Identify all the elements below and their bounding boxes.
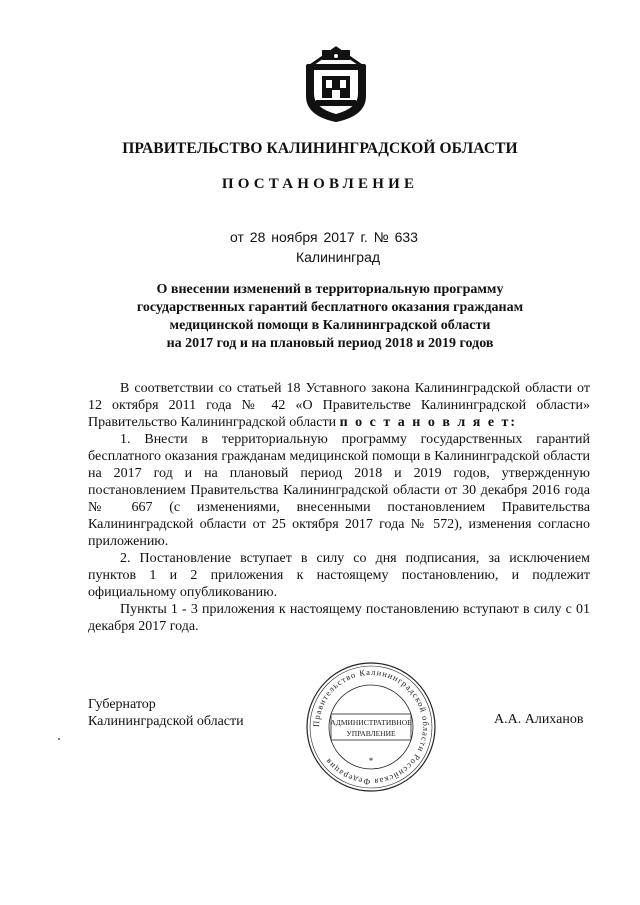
number-label: №: [373, 229, 389, 245]
signatory-name: А.А. Алиханов: [494, 712, 584, 727]
stamp-outer-text: Правительство Калининградской области Российская Федерация: [310, 666, 432, 788]
intro-text: В соответствии со статьей 18 Уставного закона Калининградской области от 12 октября 2011 года № 42 «О Правительстве Калининградской области» Правительство Калининградской области: [88, 381, 590, 430]
decree-keyword: п о с т а н о в л я е т:: [339, 415, 518, 430]
item-1-paragraph: 1. Внести в территориальную программу государственных гарантий бесплатного оказания гражданам медицинской помощи в Калининградской области на 2017 год и на плановый период 2018 и 2019 годов, утвержденную постановлением Правительства Калининградской области от 30 декабря 2016 года № 667 (с изменениями, внесенными постановлением Правительства Калининградской области от 25 октября 2017 года № 572), изменения согласно приложению.: [88, 432, 590, 549]
signatory-title: [88, 696, 244, 730]
date-prefix: от: [230, 229, 244, 245]
stamp-center-line: УПРАВЛЕНИЕ: [346, 729, 396, 738]
signatory-title-line: Губернатор: [88, 697, 156, 712]
signatory-title-line: Калининградской области: [88, 714, 244, 729]
document-body: [88, 380, 590, 635]
subject-line: государственных гарантий бесплатного оказания гражданам: [136, 300, 524, 315]
svg-text:*: *: [368, 756, 374, 766]
document-type: ПОСТАНОВЛЕНИЕ: [221, 176, 419, 192]
scan-speck: [58, 738, 60, 740]
document-subject: [80, 281, 580, 353]
document-date: 28 ноября 2017 г.: [249, 229, 368, 245]
subject-line: О внесении изменений в территориальную программу: [156, 282, 504, 297]
subject-line: на 2017 год и на плановый период 2018 и 2019 годов: [166, 336, 494, 351]
intro-paragraph: [88, 380, 590, 431]
official-stamp: [304, 660, 438, 794]
item-3-paragraph: Пункты 1 - 3 приложения к настоящему постановлению вступают в силу с 01 декабря 2017 года.: [88, 602, 590, 634]
government-title: ПРАВИТЕЛЬСТВО КАЛИНИНГРАДСКОЙ ОБЛАСТИ: [122, 140, 518, 157]
subject-line: медицинской помощи в Калининградской области: [169, 318, 491, 333]
date-line: [230, 229, 418, 245]
item-2-paragraph: 2. Постановление вступает в силу со дня подписания, за исключением пунктов 1 и 2 приложения к настоящему постановлению, и подлежит официальному опубликованию.: [88, 551, 590, 600]
stamp-center-line: АДМИНИСТРАТИВНОЕ: [330, 718, 412, 727]
document-number: 633: [394, 229, 418, 245]
coat-of-arms-emblem: [300, 44, 372, 124]
city: Калининград: [295, 249, 381, 265]
